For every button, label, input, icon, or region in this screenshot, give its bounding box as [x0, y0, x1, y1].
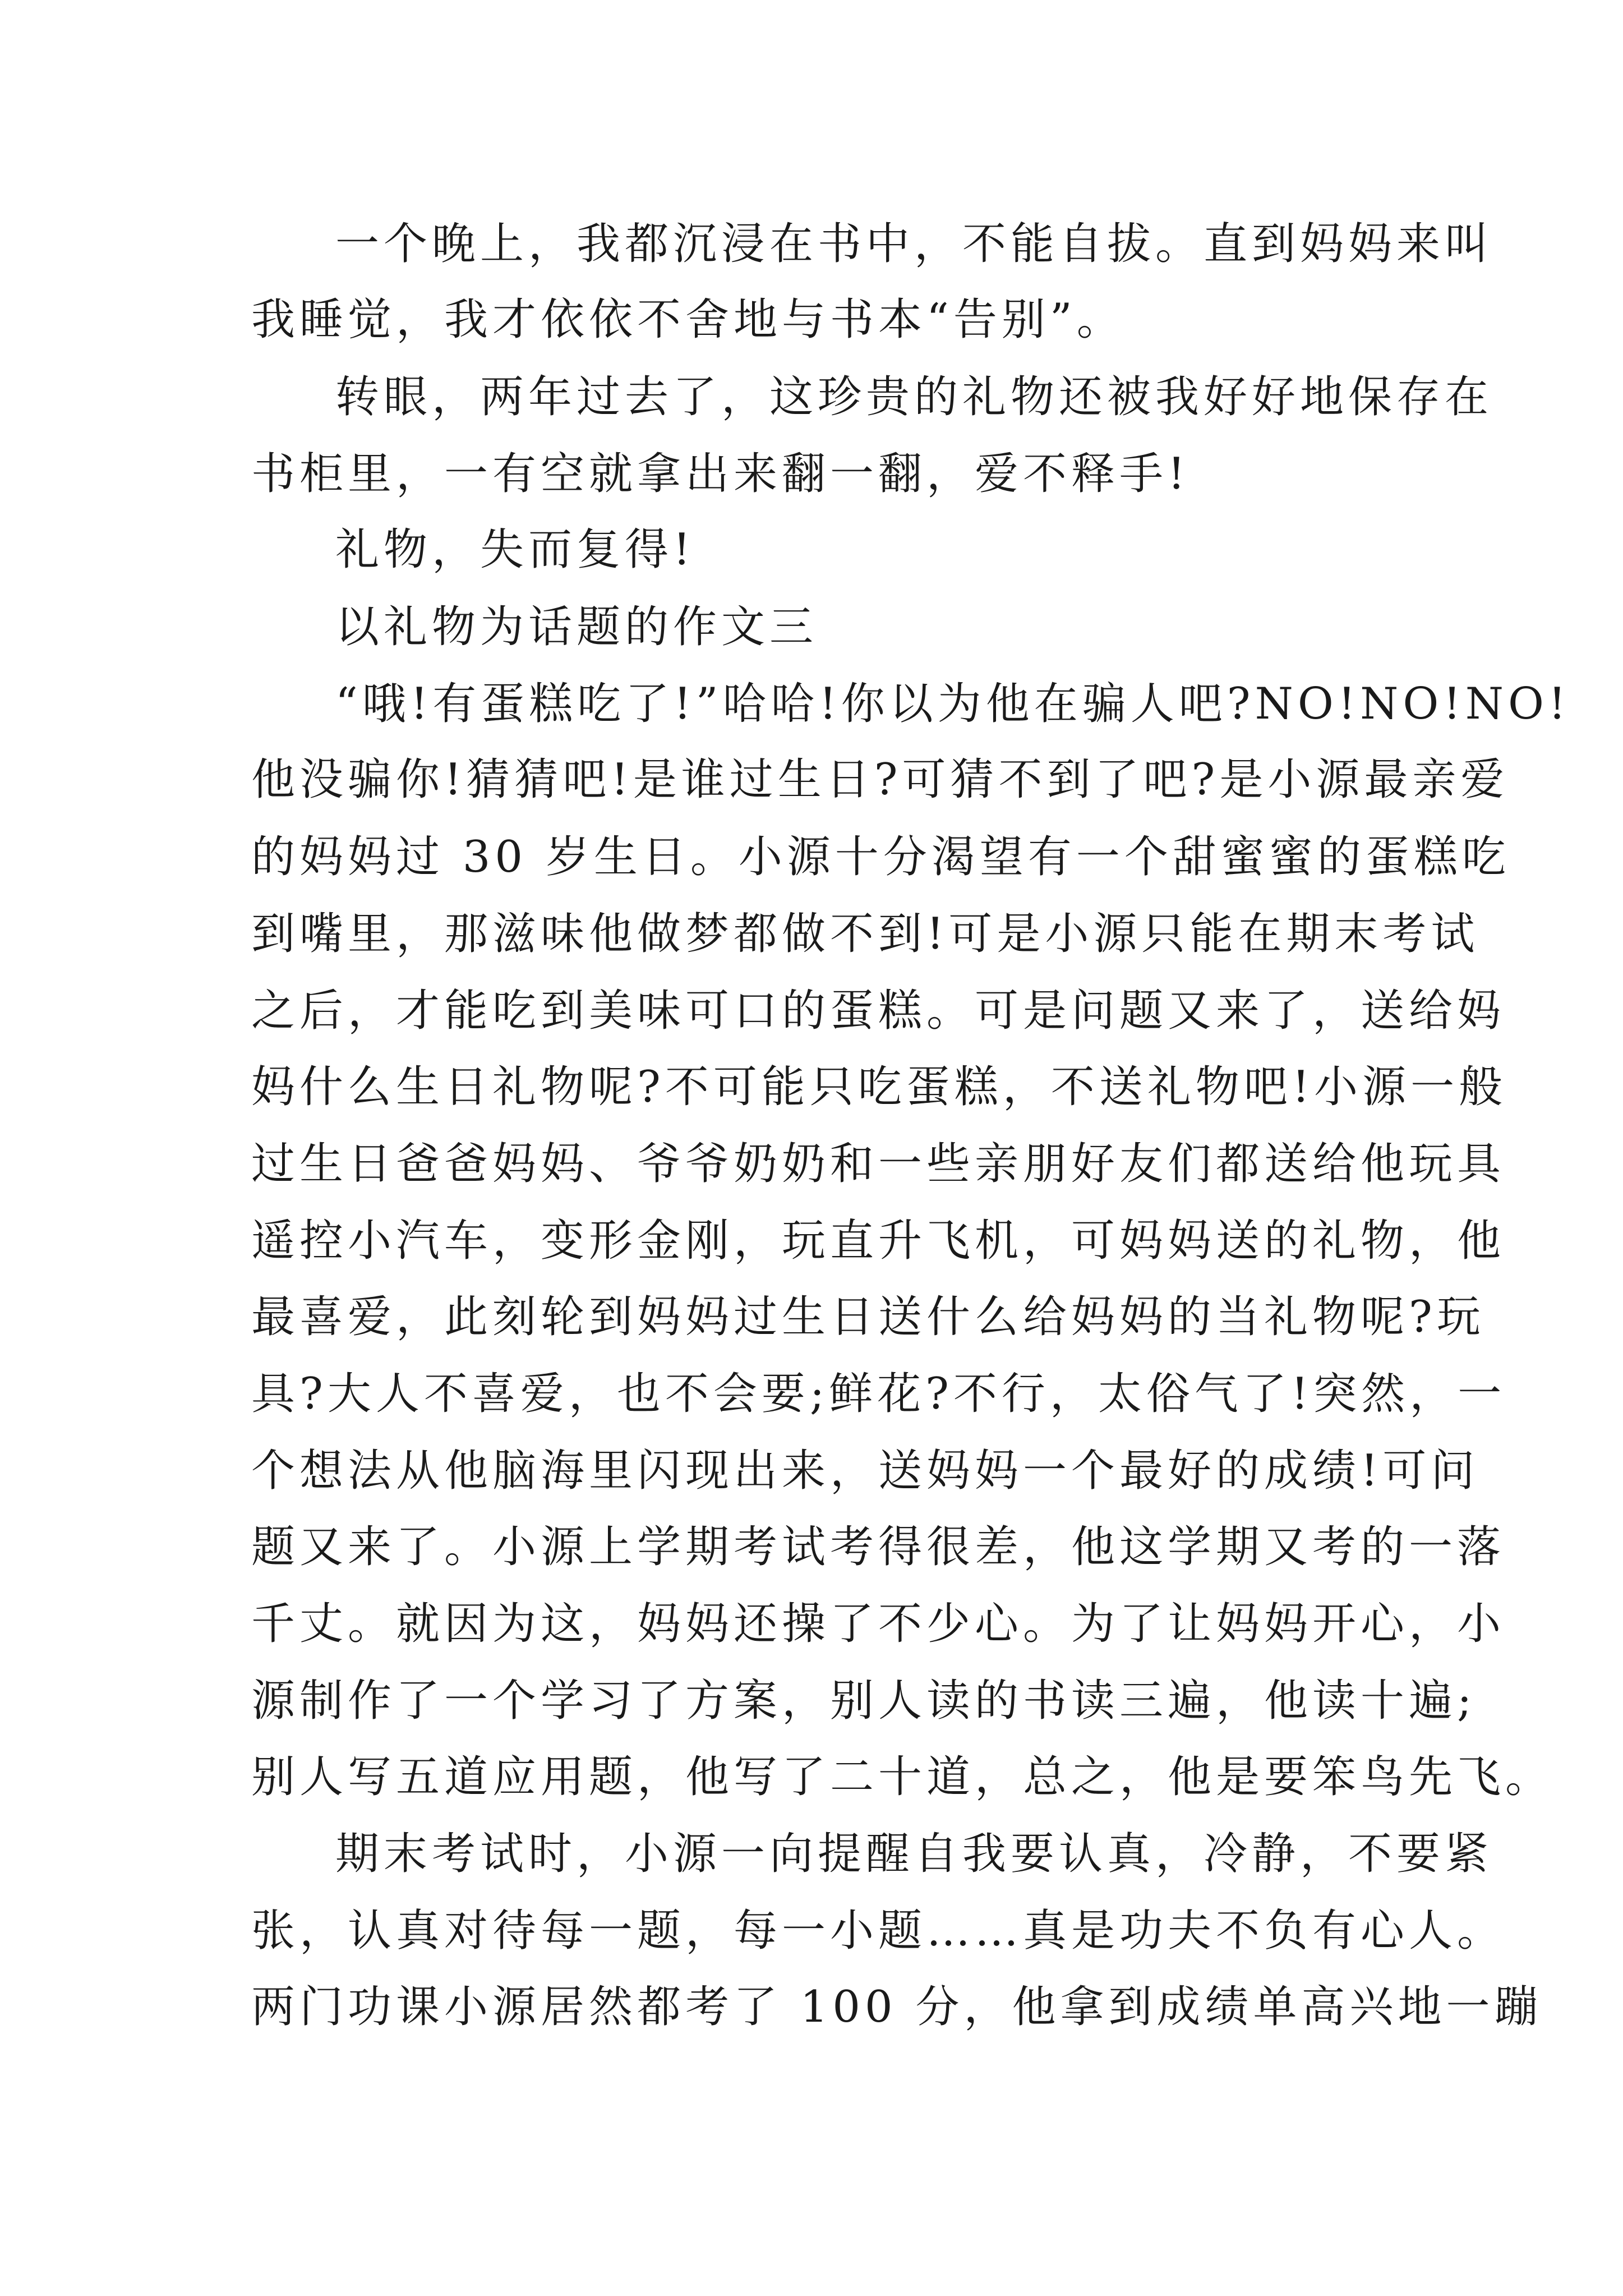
- text-line: 之后，才能吃到美味可口的蛋糕。可是问题又来了，送给妈: [251, 986, 1506, 1036]
- text-line: “哦!有蛋糕吃了!”哈哈!你以为他在骗人吧?NO!NO!NO!: [335, 679, 1571, 729]
- text-line: 过生日爸爸妈妈、爷爷奶奶和一些亲朋好友们都送给他玩具: [251, 1139, 1506, 1189]
- text-line: 别人写五道应用题，他写了二十道，总之，他是要笨鸟先飞。: [251, 1752, 1554, 1802]
- text-line: 到嘴里，那滋味他做梦都做不到!可是小源只能在期末考试: [251, 909, 1479, 959]
- text-line: 源制作了一个学习了方案，别人读的书读三遍，他读十遍;: [251, 1676, 1477, 1726]
- text-line: 我睡觉，我才依依不舍地与书本“告别”。: [251, 295, 1125, 345]
- text-line: 张，认真对待每一题，每一小题……真是功夫不负有心人。: [251, 1906, 1506, 1956]
- text-line: 千丈。就因为这，妈妈还操了不少心。为了让妈妈开心，小: [251, 1599, 1506, 1649]
- text-line: 两门功课小源居然都考了 100 分，他拿到成绩单高兴地一蹦: [251, 1982, 1543, 2032]
- text-line: 最喜爱，此刻轮到妈妈过生日送什么给妈妈的当礼物呢?玩: [251, 1292, 1485, 1342]
- text-line: 题又来了。小源上学期考试考得很差，他这学期又考的一落: [251, 1522, 1506, 1572]
- text-line: 个想法从他脑海里闪现出来，送妈妈一个最好的成绩!可问: [251, 1446, 1479, 1496]
- text-line: 妈什么生日礼物呢?不可能只吃蛋糕，不送礼物吧!小源一般: [251, 1062, 1507, 1112]
- text-line: 的妈妈过 30 岁生日。小源十分渴望有一个甜蜜蜜的蛋糕吃: [251, 832, 1510, 882]
- text-line: 礼物，失而复得!: [335, 524, 695, 575]
- text-line: 转眼，两年过去了，这珍贵的礼物还被我好好地保存在: [335, 372, 1493, 422]
- section-heading: 以礼物为话题的作文三: [335, 602, 818, 652]
- text-line: 具?大人不喜爱，也不会要;鲜花?不行，太俗气了!突然，一: [251, 1369, 1506, 1419]
- text-line: 他没骗你!猜猜吧!是谁过生日?可猜不到了吧?是小源最亲爱: [251, 754, 1509, 805]
- text-line: 期末考试时，小源一向提醒自我要认真，冷静，不要紧: [335, 1829, 1493, 1879]
- text-line: 遥控小汽车，变形金刚，玩直升飞机，可妈妈送的礼物，他: [251, 1216, 1506, 1266]
- text-line: 书柜里，一有空就拿出来翻一翻，爱不释手!: [251, 449, 1190, 499]
- text-line: 一个晚上，我都沉浸在书中，不能自拔。直到妈妈来叫: [335, 219, 1493, 269]
